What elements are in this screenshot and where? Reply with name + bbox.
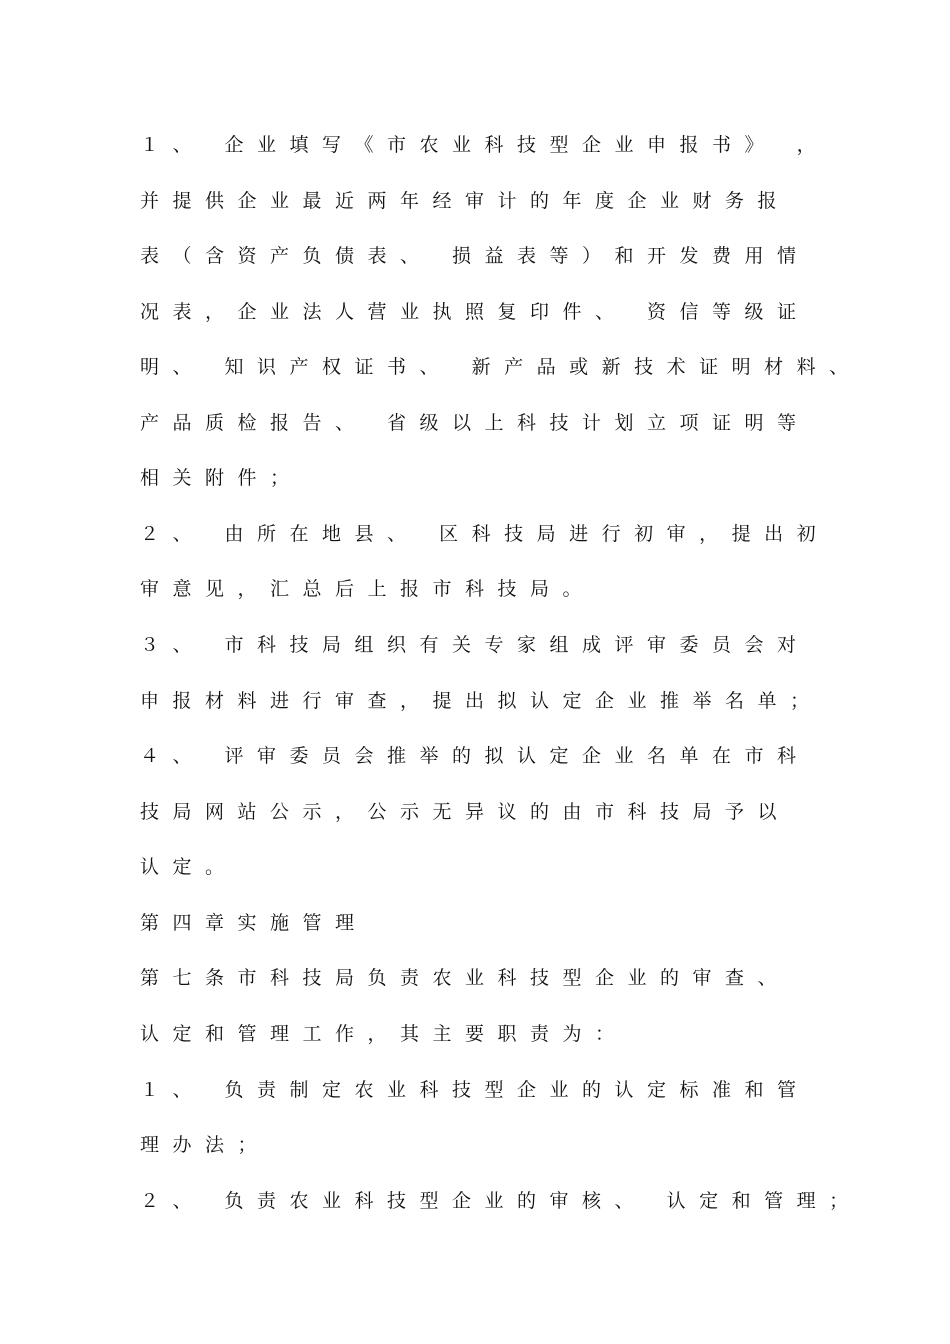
- text-line-1: １、 企业填写《市农业科技型企业申报书》 ，: [140, 134, 830, 156]
- text-line-11: 申报材料进行审查，提出拟认定企业推举名单；: [140, 690, 823, 712]
- text-line-8: ２、 由所在地县、 区科技局进行初审，提出初: [140, 523, 830, 545]
- text-line-10: ３、 市科技局组织有关专家组成评审委员会对: [140, 634, 810, 656]
- text-line-3: 表（含资产负债表、 损益表等）和开发费用情: [140, 245, 810, 267]
- text-line-19: 理办法；: [140, 1134, 271, 1156]
- text-line-7: 相关附件；: [140, 467, 303, 489]
- text-line-16: 第七条市科技局负责农业科技型企业的审查、: [140, 967, 791, 989]
- text-line-12: ４、 评审委员会推举的拟认定企业名单在市科: [140, 745, 810, 767]
- chapter-heading: 第四章实施管理: [140, 912, 368, 934]
- text-line-20: ２、 负责农业科技型企业的审核、 认定和管理；: [140, 1190, 862, 1212]
- text-line-13: 技局网站公示，公示无异议的由市科技局予以: [140, 801, 791, 823]
- text-line-6: 产品质检报告、 省级以上科技计划立项证明等: [140, 412, 810, 434]
- text-line-18: １、 负责制定农业科技型企业的认定标准和管: [140, 1079, 810, 1101]
- text-line-17: 认定和管理工作，其主要职责为：: [140, 1023, 628, 1045]
- text-line-4: 况表，企业法人营业执照复印件、 资信等级证: [140, 301, 810, 323]
- text-line-5: 明、 知识产权证书、 新产品或新技术证明材料、: [140, 356, 862, 378]
- text-line-9: 审意见，汇总后上报市科技局。: [140, 578, 596, 600]
- text-line-2: 并提供企业最近两年经审计的年度企业财务报: [140, 190, 791, 212]
- text-line-14: 认定。: [140, 856, 238, 878]
